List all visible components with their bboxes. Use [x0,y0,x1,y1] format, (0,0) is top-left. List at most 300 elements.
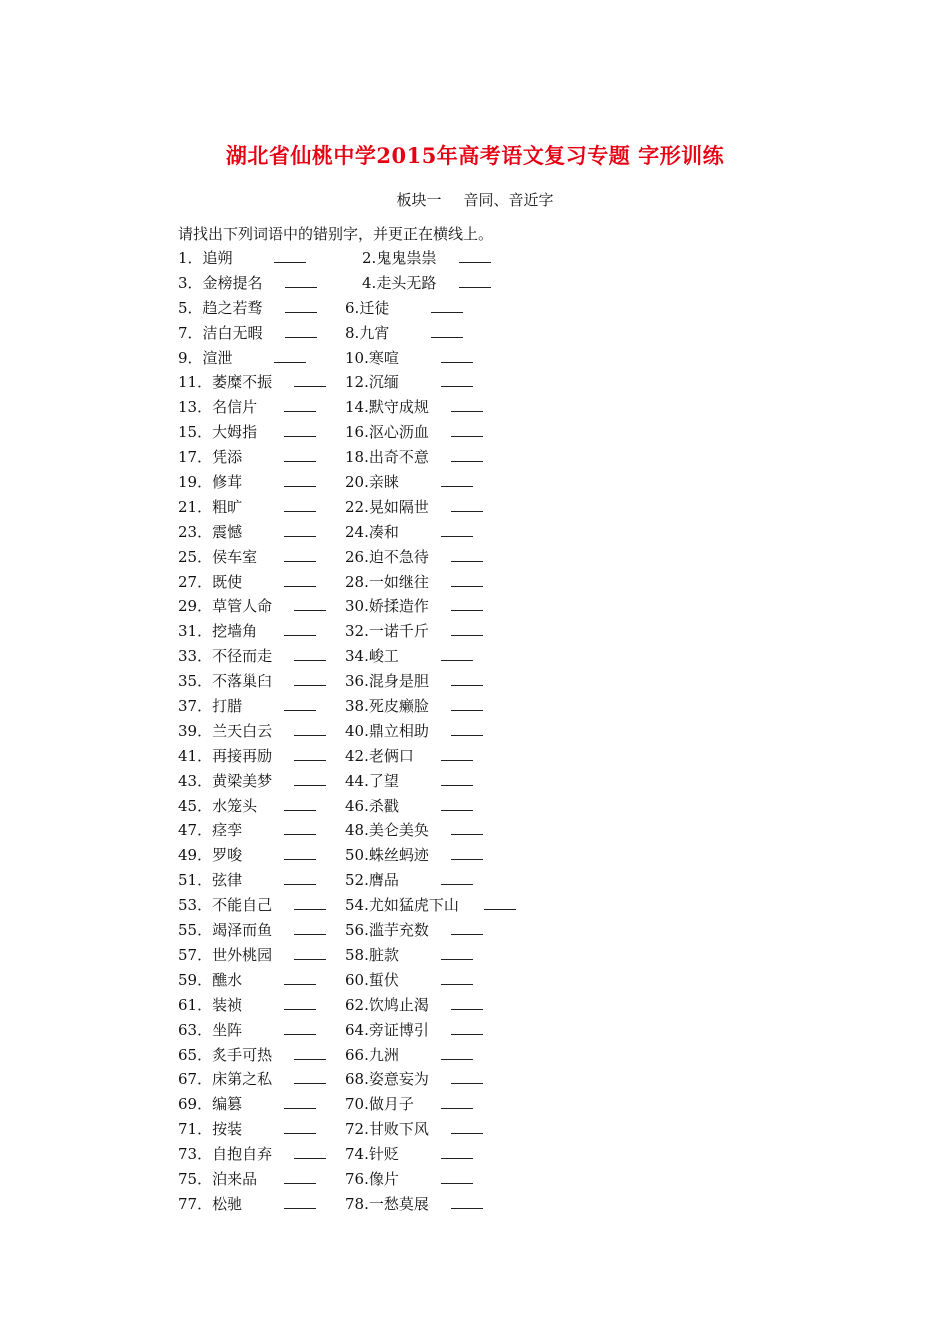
exercise-item [345,594,483,619]
item-number: 42. [345,746,369,765]
item-word: 侯车室 [212,547,258,566]
exercise-item [178,570,316,595]
exercise-row [0,968,950,993]
item-word: 混身是胆 [368,672,429,691]
exercise-item [178,744,326,769]
exercise-item [178,1192,316,1217]
item-word: 醮水 [212,970,243,989]
item-word: 弦律 [212,871,243,890]
exercise-row [0,545,950,570]
answer-blank[interactable] [284,485,316,487]
item-number: 27． [178,572,213,591]
item-number: 62. [345,995,369,1014]
exercise-item [178,644,326,669]
item-number: 71． [178,1120,213,1139]
item-number: 21． [178,497,213,516]
answer-blank[interactable] [459,261,491,263]
exercise-row [0,893,950,918]
answer-blank[interactable] [284,585,316,587]
item-number: 12. [345,373,369,392]
item-word: 草管人命 [212,597,273,616]
item-word: 九宵 [359,323,390,342]
answer-blank[interactable] [284,560,316,562]
answer-blank[interactable] [284,634,316,636]
item-word: 旁证博引 [368,1020,429,1039]
item-word: 挖墙角 [212,622,258,641]
answer-blank[interactable] [441,659,473,661]
answer-blank[interactable] [284,460,316,462]
item-number: 56. [345,921,369,940]
answer-blank[interactable] [294,958,326,960]
answer-blank[interactable] [459,286,491,288]
exercise-item [178,346,306,371]
exercise-item [345,346,473,371]
exercise-item [178,1092,316,1117]
exercise-item [178,694,316,719]
exercise-row [0,470,950,495]
item-number: 66. [345,1045,369,1064]
answer-blank[interactable] [285,311,317,313]
answer-blank[interactable] [451,734,483,736]
exercise-row [0,296,950,321]
exercise-item [178,968,316,993]
answer-blank[interactable] [284,858,316,860]
item-number: 50. [345,846,369,865]
exercise-item [178,818,316,843]
exercise-item [178,619,316,644]
exercise-item [362,246,491,271]
exercise-item [345,843,483,868]
item-number: 1． [178,249,203,267]
item-number: 20. [345,473,369,492]
exercise-item [345,545,483,570]
answer-blank[interactable] [284,809,316,811]
answer-blank[interactable] [294,1157,326,1159]
answer-blank[interactable] [284,1107,316,1109]
item-word: 罗唆 [212,846,243,865]
answer-blank[interactable] [294,1082,326,1084]
item-number: 5． [178,298,203,317]
item-number: 7． [178,323,203,342]
exercise-item [345,719,483,744]
item-word: 自抱自弃 [212,1145,273,1164]
answer-blank[interactable] [274,261,306,263]
answer-blank[interactable] [294,1058,326,1060]
item-word: 迫不急待 [368,547,429,566]
answer-blank[interactable] [441,883,473,885]
item-number: 18. [345,448,369,467]
item-word: 针贬 [368,1145,399,1164]
exercise-instruction: 请找出下列词语中的错别字，并更正在横线上。 [178,225,494,243]
item-number: 2. [362,249,377,267]
exercise-item [345,968,473,993]
answer-blank[interactable] [441,535,473,537]
exercise-item [345,794,473,819]
answer-blank[interactable] [484,908,516,910]
answer-blank[interactable] [294,385,326,387]
item-number: 8. [345,323,360,342]
item-word: 萎糜不振 [212,373,273,392]
answer-blank[interactable] [284,435,316,437]
answer-blank[interactable] [284,510,316,512]
item-word: 了望 [368,771,399,790]
answer-blank[interactable] [284,709,316,711]
exercise-item [345,1067,483,1092]
answer-blank[interactable] [451,510,483,512]
exercise-item [178,719,326,744]
item-word: 脏款 [368,945,399,964]
answer-blank[interactable] [284,833,316,835]
exercise-item [178,1142,326,1167]
item-word: 一诺千斤 [368,622,429,641]
item-word: 晃如隔世 [368,497,429,516]
item-number: 41． [178,746,213,765]
item-number: 15． [178,423,213,442]
item-word: 再接再励 [212,746,273,765]
exercise-row [0,346,950,371]
exercise-row [0,769,950,794]
item-number: 64. [345,1020,369,1039]
section-label: 板块一 [396,191,442,209]
answer-blank[interactable] [451,609,483,611]
item-word: 大姆指 [212,423,258,442]
item-word: 尤如猛虎下山 [368,896,459,915]
item-word: 姿意妄为 [368,1070,429,1089]
answer-blank[interactable] [451,435,483,437]
item-word: 竭泽而鱼 [212,921,273,940]
item-number: 55． [178,921,213,940]
answer-blank[interactable] [451,833,483,835]
item-word: 震憾 [212,522,243,541]
exercise-item [345,769,473,794]
answer-blank[interactable] [451,933,483,935]
answer-blank[interactable] [284,1182,316,1184]
answer-blank[interactable] [451,1207,483,1209]
item-word: 娇揉造作 [368,597,429,616]
item-word: 黄梁美梦 [212,771,273,790]
exercise-item [345,1192,483,1217]
item-number: 25． [178,547,213,566]
answer-blank[interactable] [294,659,326,661]
exercise-row [0,918,950,943]
exercise-row [0,694,950,719]
item-word: 编篡 [212,1095,243,1114]
exercise-row [0,1142,950,1167]
item-number: 67． [178,1070,213,1089]
answer-blank[interactable] [284,1033,316,1035]
exercise-row [0,669,950,694]
item-number: 40. [345,721,369,740]
item-word: 世外桃园 [212,945,273,964]
exercise-item [345,420,483,445]
item-word: 凑和 [368,522,399,541]
exercise-item [345,818,483,843]
exercise-row [0,794,950,819]
exercise-item [345,669,483,694]
item-number: 57． [178,945,213,964]
exercise-item [345,893,516,918]
answer-blank[interactable] [284,535,316,537]
answer-blank[interactable] [451,634,483,636]
item-number: 39． [178,721,213,740]
answer-blank[interactable] [451,684,483,686]
answer-blank[interactable] [294,908,326,910]
item-word: 粗旷 [212,497,243,516]
item-number: 73． [178,1145,213,1164]
exercise-item [345,1043,473,1068]
exercise-item [345,943,473,968]
exercise-item [345,1117,483,1142]
item-number: 63． [178,1020,213,1039]
item-word: 洁白无暇 [202,323,263,342]
item-number: 58. [345,945,369,964]
exercise-row [0,1167,950,1192]
answer-blank[interactable] [294,684,326,686]
item-word: 膺品 [368,871,399,890]
item-number: 34. [345,647,369,666]
item-word: 沤心沥血 [368,423,429,442]
item-number: 75． [178,1169,213,1188]
answer-blank[interactable] [441,784,473,786]
exercise-row [0,1092,950,1117]
exercise-row [0,370,950,395]
answer-blank[interactable] [284,1207,316,1209]
item-number: 51． [178,871,213,890]
exercise-row [0,570,950,595]
item-word: 打腊 [212,697,243,716]
item-number: 49． [178,846,213,865]
item-number: 6. [345,298,360,317]
section-topic: 音同、音近字 [463,191,554,209]
item-number: 31． [178,622,213,641]
answer-blank[interactable] [285,286,317,288]
item-number: 35． [178,672,213,691]
exercise-item [178,794,316,819]
answer-blank[interactable] [441,958,473,960]
exercise-row [0,868,950,893]
item-word: 追朔 [202,249,233,267]
answer-blank[interactable] [451,1008,483,1010]
section-heading [0,189,950,211]
answer-blank[interactable] [431,311,463,313]
exercise-row [0,1018,950,1043]
answer-blank[interactable] [441,1058,473,1060]
answer-blank[interactable] [451,1082,483,1084]
item-word: 水笼头 [212,796,258,815]
exercise-row [0,943,950,968]
answer-blank[interactable] [441,385,473,387]
answer-blank[interactable] [441,1157,473,1159]
exercise-item [178,445,316,470]
item-word: 炙手可热 [212,1045,273,1064]
exercise-item [345,445,483,470]
exercise-item [345,570,483,595]
answer-blank[interactable] [284,410,316,412]
answer-blank[interactable] [294,734,326,736]
exercise-row [0,1117,950,1142]
item-word: 渲泄 [202,348,233,367]
answer-blank[interactable] [451,1033,483,1035]
item-number: 74. [345,1145,369,1164]
item-number: 69． [178,1095,213,1114]
answer-blank[interactable] [284,883,316,885]
answer-blank[interactable] [274,361,306,363]
exercise-item [345,868,473,893]
exercise-item [178,918,326,943]
item-word: 名信片 [212,398,258,417]
item-word: 峻工 [368,647,399,666]
exercise-item [178,1067,326,1092]
item-number: 32. [345,622,369,641]
answer-blank[interactable] [451,460,483,462]
item-word: 出奇不意 [368,448,429,467]
exercise-item [178,594,326,619]
item-number: 44. [345,771,369,790]
exercise-row [0,619,950,644]
answer-blank[interactable] [294,759,326,761]
exercise-row [0,818,950,843]
answer-blank[interactable] [451,709,483,711]
item-number: 11． [178,373,213,392]
exercise-item [178,246,306,271]
exercise-item [178,296,317,321]
item-word: 修茸 [212,473,243,492]
item-number: 46. [345,796,369,815]
answer-blank[interactable] [284,1008,316,1010]
exercise-item [345,495,483,520]
item-number: 78. [345,1194,369,1213]
answer-blank[interactable] [294,784,326,786]
exercise-list [0,246,950,1217]
exercise-item [345,744,473,769]
item-number: 30. [345,597,369,616]
exercise-item [345,644,473,669]
item-word: 走头无路 [376,273,437,292]
answer-blank[interactable] [285,336,317,338]
answer-blank[interactable] [451,560,483,562]
item-word: 松驰 [212,1194,243,1213]
exercise-row [0,495,950,520]
item-word: 不径而走 [212,647,273,666]
item-number: 10. [345,348,369,367]
exercise-item [178,1043,326,1068]
item-number: 9． [178,348,203,367]
answer-blank[interactable] [284,1132,316,1134]
exercise-item [178,1018,316,1043]
answer-blank[interactable] [451,1132,483,1134]
exercise-item [178,495,316,520]
answer-blank[interactable] [441,1182,473,1184]
exercise-row [0,744,950,769]
item-word: 按装 [212,1120,243,1139]
exercise-item [178,1167,316,1192]
item-number: 72. [345,1120,369,1139]
answer-blank[interactable] [441,759,473,761]
item-word: 兰天白云 [212,721,273,740]
exercise-row [0,594,950,619]
item-word: 一愁莫展 [368,1194,429,1213]
item-number: 61． [178,995,213,1014]
item-word: 沉缅 [368,373,399,392]
answer-blank[interactable] [441,361,473,363]
item-word: 鬼鬼祟祟 [376,249,437,267]
answer-blank[interactable] [451,585,483,587]
item-word: 一如继往 [368,572,429,591]
document-title: 湖北省仙桃中学2015年高考语文复习专题 字形训练 [225,143,725,168]
item-word: 床第之私 [212,1070,273,1089]
item-number: 38. [345,697,369,716]
item-number: 37． [178,697,213,716]
exercise-row [0,1043,950,1068]
answer-blank[interactable] [441,809,473,811]
item-number: 14. [345,398,369,417]
item-number: 19． [178,473,213,492]
item-word: 死皮癞脸 [368,697,429,716]
item-word: 像片 [368,1169,399,1188]
item-number: 16. [345,423,369,442]
exercise-row [0,445,950,470]
exercise-item [345,296,463,321]
item-number: 13． [178,398,213,417]
item-number: 4. [362,273,377,292]
exercise-row [0,993,950,1018]
answer-blank[interactable] [441,485,473,487]
answer-blank[interactable] [431,336,463,338]
item-number: 47． [178,821,213,840]
exercise-item [345,993,483,1018]
exercise-row [0,644,950,669]
item-word: 九洲 [368,1045,399,1064]
exercise-item [345,395,483,420]
item-word: 趋之若骛 [202,298,263,317]
item-word: 鼎立相助 [368,721,429,740]
exercise-row [0,719,950,744]
item-word: 凭添 [212,448,243,467]
answer-blank[interactable] [294,933,326,935]
exercise-item [178,868,316,893]
exercise-row [0,1067,950,1092]
item-number: 23． [178,522,213,541]
answer-blank[interactable] [441,1107,473,1109]
item-word: 甘败下风 [368,1120,429,1139]
item-number: 43． [178,771,213,790]
answer-blank[interactable] [451,410,483,412]
exercise-row [0,246,950,271]
exercise-row [0,420,950,445]
answer-blank[interactable] [441,983,473,985]
item-word: 滥芋充数 [368,921,429,940]
exercise-item [178,943,326,968]
answer-blank[interactable] [284,983,316,985]
item-word: 寒喧 [368,348,399,367]
item-word: 泊来品 [212,1169,258,1188]
answer-blank[interactable] [294,609,326,611]
exercise-item [178,321,317,346]
exercise-item [178,470,316,495]
item-number: 70. [345,1095,369,1114]
answer-blank[interactable] [451,858,483,860]
exercise-item [345,1018,483,1043]
exercise-item [178,545,316,570]
exercise-item [345,321,463,346]
exercise-item [178,420,316,445]
item-word: 做月子 [368,1095,414,1114]
exercise-item [345,918,483,943]
item-number: 76. [345,1169,369,1188]
item-number: 33． [178,647,213,666]
exercise-item [362,271,491,296]
exercise-item [178,993,316,1018]
